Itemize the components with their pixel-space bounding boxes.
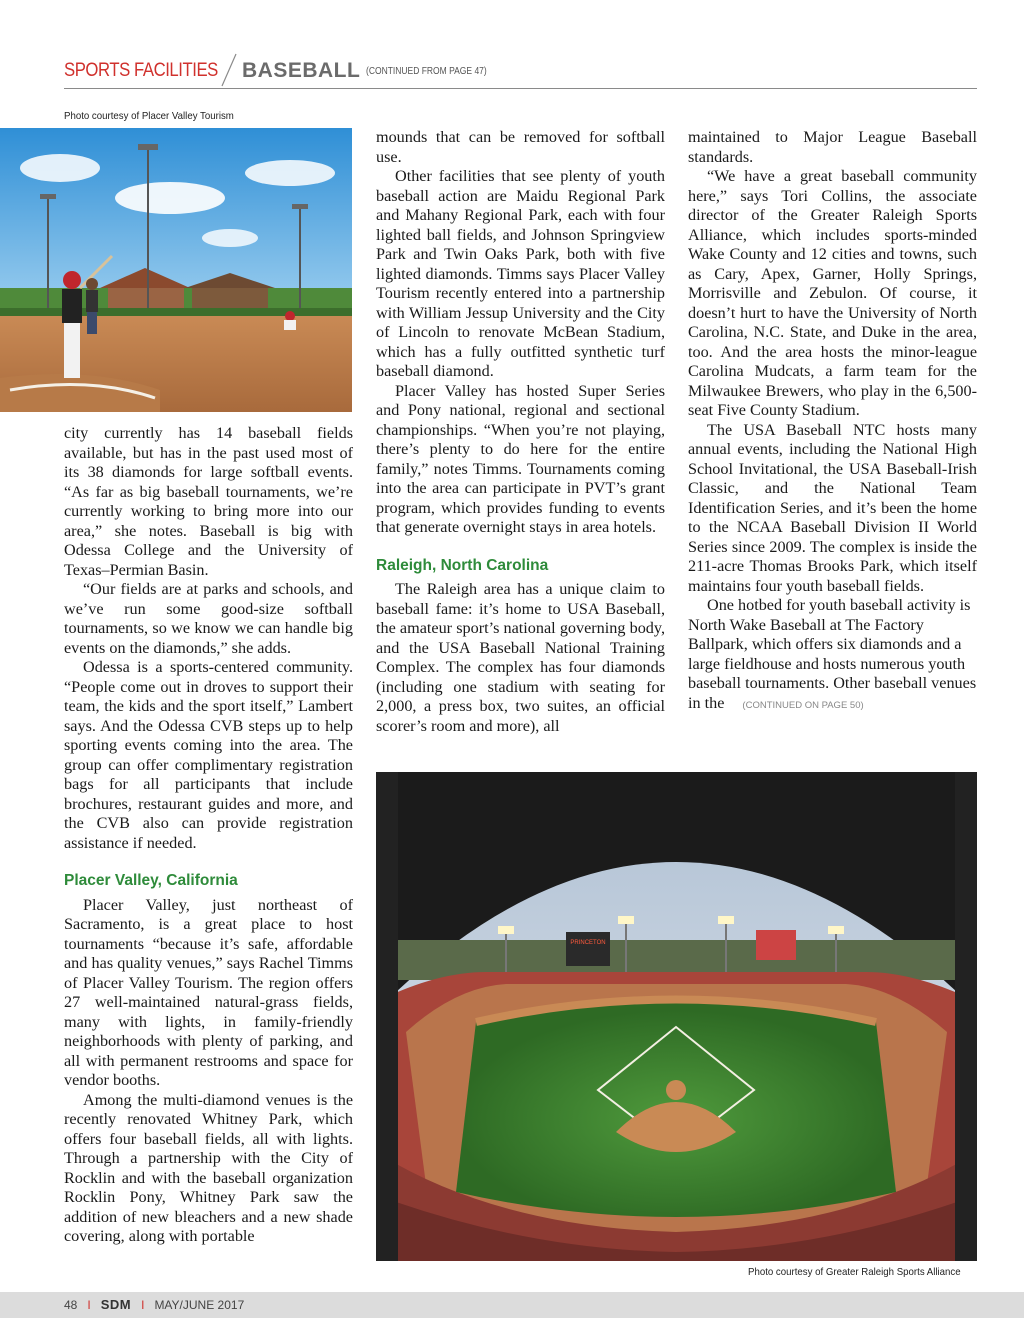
page-footer [0, 1292, 1024, 1318]
continued-on-label: (CONTINUED ON PAGE 50) [742, 699, 864, 711]
col3-paragraph: “We have a great baseball community here,” says Tori Collins, the associate director of the Greater Raleigh Sports Alliance, which includes sports-minded Wake County and 12 cities and towns, such as Cary, Apex, Garner, Holly Springs, Morrisville and Zebulon. Of course, it doesn’t hurt to have the University of North Carolina, N.C. State, and Duke in the area, too. And the area hosts the minor-league Carolina Mudcats, a farm team for the Milwaukee Brewers, who play in the 6,500-seat Five County Stadium. [688, 167, 977, 419]
issue-date: MAY/JUNE 2017 [154, 1297, 245, 1312]
page-number: 48 [64, 1297, 78, 1312]
section-label: SPORTS FACILITIES [64, 60, 218, 81]
footer-separator: I [87, 1297, 91, 1312]
header-rule [64, 88, 977, 89]
photo-credit-bottom: Photo courtesy of Greater Raleigh Sports Alliance [748, 1266, 961, 1278]
heading-placer-valley: Placer Valley, California [64, 872, 238, 889]
col1-paragraph: Among the multi-diamond venues is the recently renovated Whitney Park, which offers four baseball fields, all with lights. Through a partnership with the City of Rocklin and with the baseball organization Rocklin Pony, Whitney Park saw the addition of new bleachers and a new shade covering, along with portable [64, 1090, 353, 1245]
col2-paragraph: Other facilities that see plenty of youth baseball action are Maidu Regional Park and Mahany Regional Park, each with four lighted ball fields, and Johnson Springview Park and Twin Oaks Park, both with five lighted diamonds. Timms says Placer Valley Tourism recently entered into a partnership with William Jessup University and the City of Lincoln to renovate McBean Stadium, which has a fully outfitted synthetic turf baseball diamond. [376, 167, 665, 380]
column-3 [688, 128, 977, 715]
footer-separator: I [141, 1297, 145, 1312]
col3-paragraph [688, 596, 977, 715]
page-header [64, 52, 977, 92]
col2-paragraph: The Raleigh area has a unique claim to baseball fame: it’s home to USA Baseball, the amateur sport’s national governing body, and the USA Baseball National Training Complex. The complex has four diamonds (including one stadium with seating for 2,000, a press box, two suites, an official scorer’s room and more), all [376, 580, 665, 735]
youth-baseball-photo [0, 128, 352, 412]
continued-from-label: (CONTINUED FROM PAGE 47) [366, 66, 487, 77]
scoreboard-sign: PRINCETON [570, 940, 606, 946]
col1-paragraph: city currently has 14 baseball fields available, but has in the past used most of its 38 diamonds for large softball events. “As far as big baseball tournaments, we’re currently working to bring more into our area,” she notes. Baseball is big with Odessa College and the University of Texas–Permian Basin. [64, 424, 353, 579]
photo-credit-top: Photo courtesy of Placer Valley Tourism [64, 110, 234, 122]
slash-divider-icon [214, 52, 244, 88]
heading-raleigh: Raleigh, North Carolina [376, 556, 549, 574]
stadium-photo [376, 772, 977, 1261]
column-2 [376, 128, 665, 736]
column-1 [64, 424, 353, 1247]
col1-paragraph: “Our fields are at parks and schools, and we’ve run some good-size softball tournaments, so we know we can handle big events on the diamonds,” she adds. [64, 580, 353, 657]
col3-paragraph: The USA Baseball NTC hosts many annual events, including the National High School Invitational, the USA Baseball-Irish Classic, and the National Team Identification Series, and it’s been the home to the NCAA Baseball Division II World Series since 2009. The complex is inside the 211-acre Thomas Brooks Park, which itself maintains four youth baseball fields. [688, 420, 977, 595]
fielder-figure [284, 311, 296, 330]
col1-paragraph: Odessa is a sports-centered community. “People come out in droves to support their team, the kids and the sport itself,” Lambert says. And the Odessa CVB steps up to help sporting events coming into the area. The group can offer complimentary registration bags for all participants that include brochures, restaurant guides and more, and the CVB also can provide registration assistance if needed. [64, 658, 353, 852]
coach-figure [86, 278, 98, 334]
col3-paragraph-text: One hotbed for youth baseball activity is North Wake Baseball at The Factory Ballpark, which offers six diamonds and a large fieldhouse and hosts numerous youth baseball tournaments. Other baseball venues in the [688, 596, 977, 712]
topic-label: BASEBALL [242, 59, 361, 82]
col2-paragraph: Placer Valley has hosted Super Series and Pony national, regional and sectional championships. “When you’re not playing, there’s plenty to do here for the entire family,” notes Timms. Tournaments coming into the area can participate in PVT’s grant program, which provides funding to events that generate overnight stays in area hotels. [376, 381, 665, 536]
col3-paragraph: maintained to Major League Baseball standards. [688, 128, 977, 166]
col1-paragraph: Placer Valley, just northeast of Sacramento, is a great place to host tournaments “because it’s safe, affordable and has quality venues,” says Rachel Timms of Placer Valley Tourism. The region offers 27 well-maintained natural-grass fields, many with lights, in family-friendly neighborhoods with plenty of parking, and all with permanent restrooms and space for vendor booths. [64, 895, 353, 1089]
magazine-brand: SDM [100, 1297, 132, 1312]
col2-paragraph: mounds that can be removed for softball use. [376, 128, 665, 166]
